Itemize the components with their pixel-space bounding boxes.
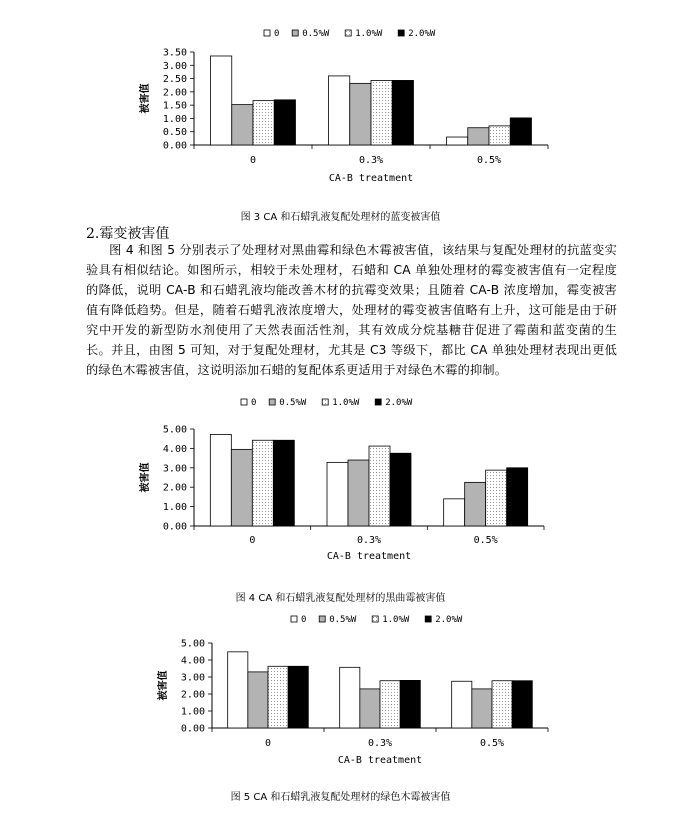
bar <box>392 80 413 145</box>
y-tick-label: 3.50 <box>162 47 187 59</box>
bar <box>360 689 380 728</box>
bar <box>444 499 465 526</box>
y-tick-label: 1.00 <box>180 706 205 718</box>
bar <box>253 101 274 145</box>
legend-label: 0 <box>301 615 307 625</box>
figure-5-chart <box>0 610 681 775</box>
legend-label: 2.0%W <box>385 398 413 408</box>
legend-swatch <box>292 30 298 36</box>
body-paragraph: 图 4 和图 5 分别表示了处理材对黑曲霉和绿色木霉被害值，该结果与复配处理材的抗蓝变实验具有相似结论。如图所示，相较于未处理材，石蜡和 CA 单独处理材的霉变被害值有一定程度的降低，说明 CA-B 和石蜡乳液均能改善木材的抗霉变效果；且随着 CA-B 浓度增加，霉变被害值有降低趋势。但是，随着石蜡乳液浓度增大，处理材的霉变被害值略有上升，这可能是由于研究中开发的新型防水剂使用了天然表面活性剂，其有效成分烷基糖苷促进了霉菌和蓝变菌的生长。并且，由图 5 可知，对于复配处理材，尤其是 C3 等级下，都比 CA 单独处理材表现出更低的绿色木霉被害值，这说明添加石蜡的复配体系更适用于对绿色木霉的抑制。 <box>86 243 617 377</box>
bar <box>380 681 400 728</box>
bar <box>510 118 531 145</box>
figure-3-svg <box>0 24 681 194</box>
bar <box>472 689 492 728</box>
legend-label: 0.5%W <box>329 615 357 625</box>
bar <box>489 126 510 145</box>
bar <box>447 137 468 145</box>
bar <box>340 667 360 728</box>
y-axis-label: 被害值 <box>140 462 151 493</box>
legend-label: 1.0%W <box>382 615 410 625</box>
figure-5-svg <box>0 610 681 775</box>
legend-label: 0 <box>274 29 280 39</box>
figure-4-chart <box>0 393 681 568</box>
bar <box>348 460 369 526</box>
figure-5-caption: 图 5 CA 和石蜡乳液复配处理材的绿色木霉被害值 <box>230 792 451 803</box>
bar <box>512 681 532 728</box>
bar <box>248 672 268 728</box>
y-tick-label: 0.00 <box>162 521 187 533</box>
x-tick-label: 0.5% <box>473 535 498 546</box>
bar <box>210 434 231 526</box>
x-tick-label: 0.3% <box>358 155 384 166</box>
bar <box>273 440 294 526</box>
legend-label: 0.5%W <box>279 398 307 408</box>
y-tick-label: 3.00 <box>162 463 187 475</box>
x-tick-label: 0.3% <box>367 738 393 749</box>
legend-swatch <box>241 399 247 405</box>
legend-label: 1.0%W <box>355 29 383 39</box>
y-tick-label: 1.50 <box>162 100 187 112</box>
figure-4-caption: 图 4 CA 和石蜡乳液复配处理材的黑曲霉被害值 <box>235 593 446 604</box>
y-tick-label: 2.00 <box>180 689 205 701</box>
x-axis-label: CA-B treatment <box>337 755 423 766</box>
bar <box>231 449 252 526</box>
bar <box>228 652 248 728</box>
bar <box>252 440 273 526</box>
y-tick-label: 2.00 <box>162 482 187 494</box>
y-axis-label: 被害值 <box>140 83 151 114</box>
bar <box>369 446 390 526</box>
x-tick-label: 0.3% <box>356 535 382 546</box>
bar <box>507 468 528 526</box>
y-tick-label: 2.00 <box>162 87 187 99</box>
bar <box>329 76 350 145</box>
x-axis-label: CA-B treatment <box>328 173 414 184</box>
legend-swatch <box>372 616 378 622</box>
bar <box>327 462 348 526</box>
legend-swatch <box>269 399 275 405</box>
y-tick-label: 1.00 <box>162 502 187 514</box>
legend-label: 2.0%W <box>408 29 436 39</box>
y-tick-label: 5.00 <box>180 638 205 650</box>
x-axis-label: CA-B treatment <box>326 551 412 562</box>
y-tick-label: 1.00 <box>162 113 187 125</box>
bar <box>350 83 371 145</box>
bar <box>400 680 420 728</box>
x-tick-label: 0.5% <box>476 155 502 166</box>
legend-swatch <box>345 30 351 36</box>
bar <box>232 105 253 145</box>
legend-swatch <box>322 399 328 405</box>
y-tick-label: 0.50 <box>162 127 187 139</box>
figure-4-svg <box>0 393 681 568</box>
legend-label: 0.5%W <box>302 29 330 39</box>
x-tick-label: 0 <box>249 155 257 166</box>
legend-swatch <box>375 399 381 405</box>
x-tick-label: 0 <box>249 535 256 546</box>
bar <box>268 666 288 728</box>
y-tick-label: 4.00 <box>180 655 205 667</box>
bar <box>468 128 489 145</box>
legend-swatch <box>291 616 297 622</box>
y-tick-label: 5.00 <box>162 424 187 436</box>
legend-swatch <box>398 30 404 36</box>
y-axis-label: 被害值 <box>158 670 169 701</box>
bar <box>492 681 512 728</box>
x-tick-label: 0 <box>264 738 272 749</box>
bar <box>486 470 507 526</box>
bar <box>390 453 411 526</box>
section-heading: 2.霉变被害值 <box>86 226 170 242</box>
y-tick-label: 0.00 <box>162 140 187 152</box>
bar <box>465 482 486 526</box>
bar <box>211 56 232 145</box>
bar <box>452 681 472 728</box>
legend-label: 2.0%W <box>435 615 463 625</box>
legend-label: 0 <box>251 398 257 408</box>
y-tick-label: 3.00 <box>180 672 205 684</box>
y-tick-label: 0.00 <box>180 723 205 735</box>
x-tick-label: 0.5% <box>479 738 505 749</box>
bar <box>371 80 392 145</box>
y-tick-label: 2.50 <box>162 74 187 86</box>
legend-swatch <box>425 616 431 622</box>
bar <box>274 100 295 145</box>
figure-3-chart <box>0 24 681 194</box>
y-tick-label: 4.00 <box>162 443 187 455</box>
legend-swatch <box>319 616 325 622</box>
legend-label: 1.0%W <box>332 398 360 408</box>
figure-3-caption: 图 3 CA 和石蜡乳液复配处理材的蓝变被害值 <box>240 212 441 223</box>
bar <box>288 666 308 728</box>
y-tick-label: 3.00 <box>162 60 187 72</box>
legend-swatch <box>264 30 270 36</box>
